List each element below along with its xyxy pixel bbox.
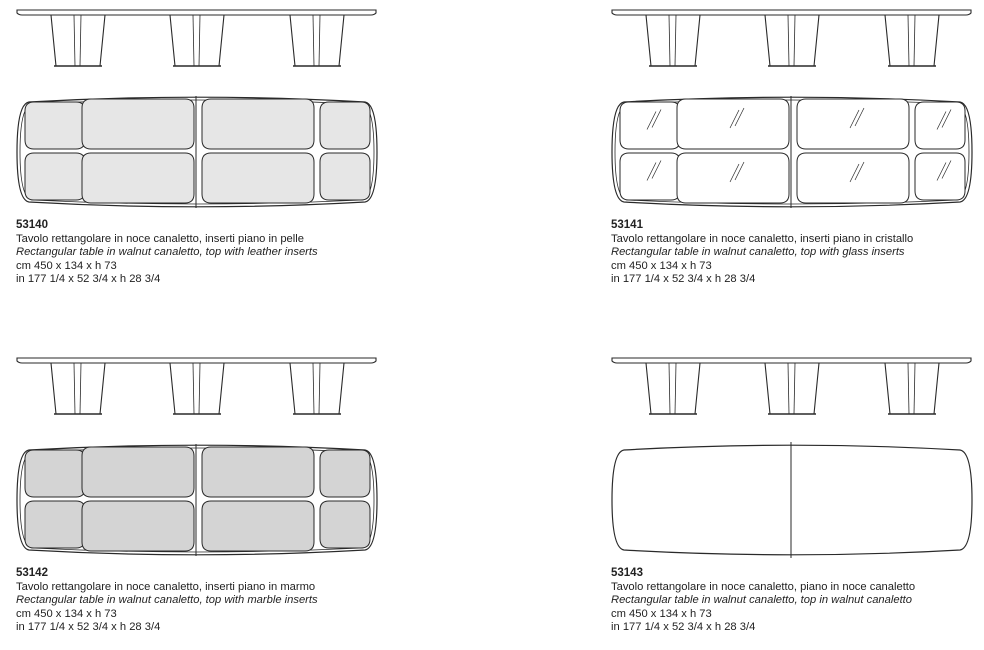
- plan-view: [612, 96, 972, 208]
- leg-outline: [170, 363, 224, 414]
- top-insert: [915, 153, 965, 200]
- dimensions-cm: cm 450 x 134 x h 73: [16, 259, 117, 272]
- dimensions-cm: cm 450 x 134 x h 73: [611, 607, 712, 620]
- top-insert: [320, 153, 370, 200]
- leg-outline: [51, 15, 105, 66]
- top-insert: [82, 447, 194, 497]
- plan-view: [17, 96, 377, 208]
- top-insert: [25, 450, 85, 497]
- leg-outline: [170, 15, 224, 66]
- dimensions-in: in 177 1/4 x 52 3/4 x h 28 3/4: [16, 621, 161, 634]
- front-elevation-view: [612, 358, 971, 414]
- top-insert: [915, 102, 965, 149]
- description-italian: Tavolo rettangolare in noce canaletto, piano in noce canaletto: [611, 580, 916, 593]
- product-caption: [16, 567, 318, 635]
- table-leg: [51, 15, 105, 66]
- table-drawing: [16, 8, 388, 208]
- leg-outline: [885, 15, 939, 66]
- top-insert: [25, 501, 85, 548]
- description-italian: Tavolo rettangolare in noce canaletto, inserti piano in cristallo: [611, 232, 914, 245]
- top-insert: [202, 99, 314, 149]
- table-leg: [51, 363, 105, 414]
- top-insert: [82, 501, 194, 551]
- dimensions-in: in 177 1/4 x 52 3/4 x h 28 3/4: [16, 273, 161, 286]
- leg-outline: [885, 363, 939, 414]
- top-insert: [202, 153, 314, 203]
- description-english: Rectangular table in walnut canaletto, top with marble inserts: [16, 594, 318, 607]
- top-insert: [797, 99, 909, 149]
- front-elevation-view: [17, 10, 376, 66]
- leg-outline: [765, 363, 819, 414]
- tabletop-edge: [17, 10, 376, 15]
- leg-outline: [51, 363, 105, 414]
- tabletop-outline: [612, 445, 972, 555]
- table-leg: [170, 15, 224, 66]
- description-italian: Tavolo rettangolare in noce canaletto, inserti piano in pelle: [16, 232, 304, 245]
- front-elevation-view: [17, 358, 376, 414]
- description-italian: Tavolo rettangolare in noce canaletto, inserti piano in marmo: [16, 580, 316, 593]
- product-caption: [611, 567, 915, 635]
- table-leg: [646, 15, 700, 66]
- table-drawing: [16, 356, 388, 556]
- tabletop-edge: [612, 358, 971, 363]
- top-insert: [25, 102, 85, 149]
- table-leg: [290, 15, 344, 66]
- top-insert: [620, 102, 680, 149]
- table-leg: [885, 363, 939, 414]
- table-drawing: [611, 356, 983, 556]
- top-insert: [320, 450, 370, 497]
- dimensions-in: in 177 1/4 x 52 3/4 x h 28 3/4: [611, 273, 756, 286]
- top-insert: [620, 153, 680, 200]
- leg-outline: [290, 15, 344, 66]
- dimensions-cm: cm 450 x 134 x h 73: [611, 259, 712, 272]
- front-elevation-view: [612, 10, 971, 66]
- product-caption: [16, 219, 318, 287]
- plan-view: [612, 442, 972, 558]
- top-insert: [25, 153, 85, 200]
- top-insert: [202, 447, 314, 497]
- table-leg: [885, 15, 939, 66]
- tabletop-edge: [612, 10, 971, 15]
- top-insert: [797, 153, 909, 203]
- description-english: Rectangular table in walnut canaletto, top in walnut canaletto: [611, 594, 913, 607]
- leg-outline: [646, 15, 700, 66]
- dimensions-cm: cm 450 x 134 x h 73: [16, 607, 117, 620]
- description-english: Rectangular table in walnut canaletto, top with glass inserts: [611, 246, 905, 259]
- leg-outline: [290, 363, 344, 414]
- top-insert: [677, 99, 789, 149]
- leg-outline: [765, 15, 819, 66]
- tabletop-edge: [17, 358, 376, 363]
- product-code: 53141: [611, 219, 643, 231]
- top-insert: [320, 501, 370, 548]
- plan-view: [17, 444, 377, 556]
- table-leg: [290, 363, 344, 414]
- dimensions-in: in 177 1/4 x 52 3/4 x h 28 3/4: [611, 621, 756, 634]
- table-leg: [765, 363, 819, 414]
- product-caption: [611, 219, 913, 287]
- table-leg: [646, 363, 700, 414]
- product-code: 53143: [611, 567, 643, 579]
- table-drawing: [611, 8, 983, 208]
- top-insert: [82, 153, 194, 203]
- product-code: 53142: [16, 567, 48, 579]
- table-leg: [765, 15, 819, 66]
- top-insert: [677, 153, 789, 203]
- top-insert: [202, 501, 314, 551]
- leg-outline: [646, 363, 700, 414]
- description-english: Rectangular table in walnut canaletto, top with leather inserts: [16, 246, 318, 259]
- table-leg: [170, 363, 224, 414]
- top-insert: [320, 102, 370, 149]
- top-insert: [82, 99, 194, 149]
- product-code: 53140: [16, 219, 48, 231]
